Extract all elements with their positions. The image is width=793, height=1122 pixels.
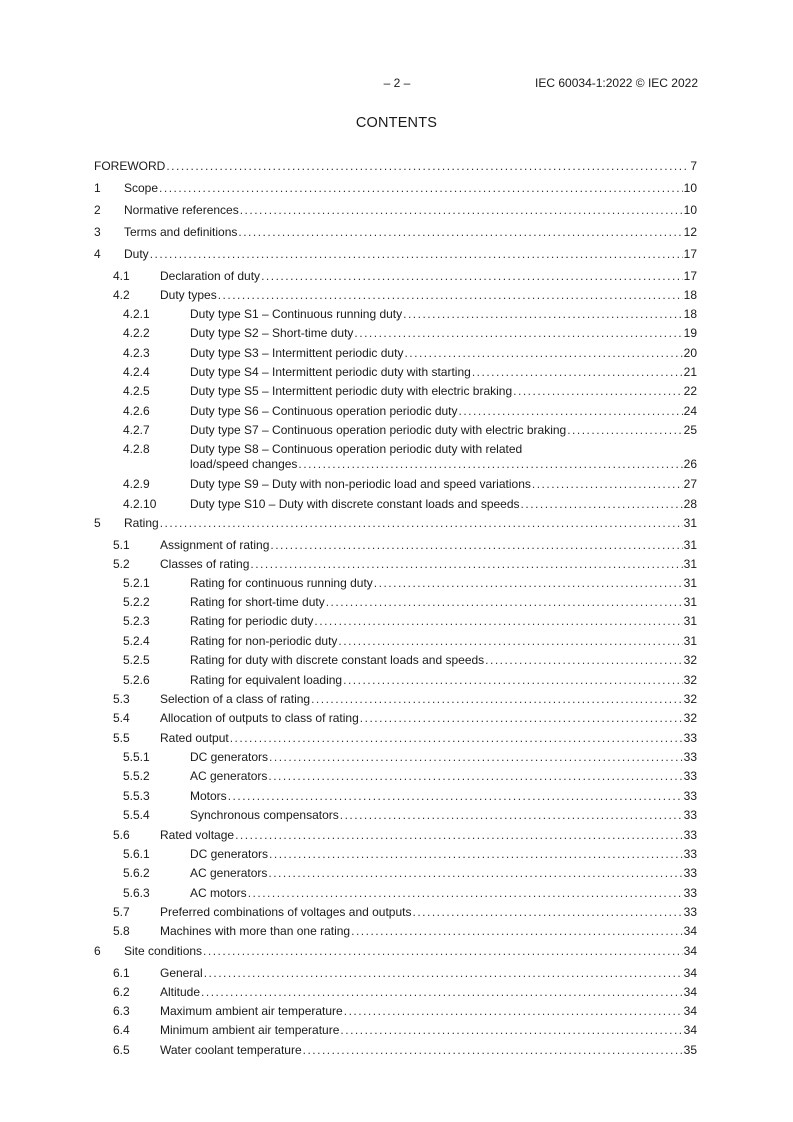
toc-dot-leader <box>340 808 683 823</box>
toc-entry-title: Synchronous compensators <box>190 808 339 822</box>
toc-dot-leader <box>360 711 683 726</box>
toc-page-number: 18 <box>683 288 697 302</box>
toc-entry-number: 6.5 <box>113 1043 130 1057</box>
toc-dot-leader <box>340 1023 682 1038</box>
toc-entry-title: Rating <box>124 516 159 530</box>
toc-dot-leader <box>351 924 683 939</box>
toc-page-number: 31 <box>683 538 697 552</box>
toc-entry[interactable] <box>0 384 793 399</box>
toc-entry-title: Maximum ambient air temperature <box>160 1004 343 1018</box>
toc-dot-leader <box>485 653 682 668</box>
toc-entry-number: 4.2.7 <box>123 423 150 437</box>
toc-page-number: 33 <box>683 731 697 745</box>
toc-dot-leader <box>201 985 683 1000</box>
toc-entry-title: AC motors <box>190 886 247 900</box>
toc-page-number: 33 <box>683 886 697 900</box>
toc-dot-leader <box>314 614 682 629</box>
toc-entry[interactable] <box>0 288 793 303</box>
toc-entry[interactable] <box>0 711 793 726</box>
toc-dot-leader <box>344 1004 683 1019</box>
toc-entry-title: Minimum ambient air temperature <box>160 1023 340 1037</box>
toc-entry-number: 5.3 <box>113 692 130 706</box>
toc-page-number: 31 <box>683 614 697 628</box>
toc-entry[interactable] <box>0 614 793 629</box>
toc-entry-title: Rating for periodic duty <box>190 614 314 628</box>
toc-entry[interactable] <box>0 769 793 784</box>
toc-entry-number: 5.5.4 <box>123 808 150 822</box>
toc-entry[interactable] <box>0 886 793 901</box>
toc-page-number: 33 <box>683 847 697 861</box>
toc-dot-leader <box>338 634 682 649</box>
toc-page-number: 24 <box>683 404 697 418</box>
toc-entry-number: 5.7 <box>113 905 130 919</box>
toc-entry-title: Site conditions <box>124 944 203 958</box>
toc-page-number: 12 <box>683 225 697 239</box>
toc-entry[interactable] <box>0 905 793 920</box>
toc-entry-title: Water coolant temperature <box>160 1043 302 1057</box>
toc-entry[interactable] <box>0 595 793 610</box>
toc-entry[interactable] <box>0 404 793 419</box>
toc-entry-number: 6.4 <box>113 1023 130 1037</box>
toc-entry-number: 5.6.2 <box>123 866 150 880</box>
toc-entry-number: 4.2.10 <box>123 497 157 511</box>
toc-dot-leader <box>159 181 683 196</box>
toc-entry[interactable] <box>0 159 793 174</box>
toc-entry-title: Duty type S4 – Intermittent periodic duty with starting <box>190 365 471 379</box>
toc-dot-leader <box>303 1043 683 1058</box>
toc-entry-title: Rating for continuous running duty <box>190 576 373 590</box>
toc-entry[interactable] <box>0 203 793 218</box>
toc-dot-leader <box>513 384 682 399</box>
toc-page-number: 32 <box>683 673 697 687</box>
toc-entry-title: Rating for equivalent loading <box>190 673 343 687</box>
toc-entry-number: 4.2.1 <box>123 307 150 321</box>
toc-entry-number: 5 <box>94 516 101 530</box>
toc-page-number: 31 <box>683 516 697 530</box>
toc-entry-title: DC generators <box>190 847 269 861</box>
toc-page-number: 31 <box>683 576 697 590</box>
toc-page-number: 28 <box>683 497 697 511</box>
toc-dot-leader <box>374 576 683 591</box>
toc-entry[interactable] <box>0 516 793 531</box>
toc-entry[interactable] <box>0 789 793 804</box>
toc-dot-leader <box>311 692 683 707</box>
toc-page-number: 32 <box>683 653 697 667</box>
toc-entry-number: 4.2.4 <box>123 365 150 379</box>
toc-entry-title: Duty types <box>160 288 217 302</box>
toc-entry[interactable] <box>0 247 793 262</box>
toc-entry[interactable] <box>0 673 793 688</box>
toc-entry-number: 6.2 <box>113 985 130 999</box>
toc-entry[interactable] <box>0 477 793 492</box>
toc-entry[interactable] <box>0 326 793 341</box>
toc-page-number: 25 <box>683 423 697 437</box>
toc-entry-number: 5.6.1 <box>123 847 150 861</box>
toc-entry-number: 3 <box>94 225 101 239</box>
toc-entry-title: Duty type S5 – Intermittent periodic duty with electric braking <box>190 384 513 398</box>
toc-page-number: 17 <box>683 247 697 261</box>
toc-dot-leader <box>343 673 683 688</box>
toc-dot-leader <box>412 905 682 920</box>
toc-dot-leader <box>218 288 683 303</box>
toc-entry-number: 5.1 <box>113 538 130 552</box>
toc-page-number: 32 <box>683 692 697 706</box>
toc-entry[interactable] <box>0 423 793 438</box>
toc-page-number: 33 <box>683 866 697 880</box>
toc-entry-title: Classes of rating <box>160 557 250 571</box>
toc-page-number: 31 <box>683 595 697 609</box>
toc-page-number: 32 <box>683 711 697 725</box>
toc-dot-leader <box>532 477 683 492</box>
toc-dot-leader <box>459 404 683 419</box>
toc-dot-leader <box>269 750 683 765</box>
toc-entry-title: Allocation of outputs to class of rating <box>160 711 359 725</box>
toc-dot-leader <box>235 828 683 843</box>
toc-entry-number: 5.5 <box>113 731 130 745</box>
toc-page-number: 35 <box>683 1043 697 1057</box>
toc-entry-title: AC generators <box>190 769 268 783</box>
toc-entry-title: Duty type S8 – Continuous operation periodic duty with related <box>190 442 523 456</box>
toc-page-number: 21 <box>683 365 697 379</box>
toc-entry-title: Duty type S9 – Duty with non-periodic load and speed variations <box>190 477 531 491</box>
toc-dot-leader <box>150 247 683 262</box>
toc-entry-title: Assignment of rating <box>160 538 270 552</box>
toc-dot-leader <box>261 269 683 284</box>
toc-entry-title: Rating for non-periodic duty <box>190 634 338 648</box>
toc-entry-number: 5.5.2 <box>123 769 150 783</box>
toc-entry-title: Motors <box>190 789 227 803</box>
toc-entry[interactable] <box>0 181 793 196</box>
toc-entry-number: 5.4 <box>113 711 130 725</box>
toc-dot-leader <box>269 847 683 862</box>
toc-entry-number: 6.3 <box>113 1004 130 1018</box>
toc-dot-leader <box>270 538 682 553</box>
toc-page-number: 33 <box>683 905 697 919</box>
toc-dot-leader <box>203 944 683 959</box>
toc-page-number: 33 <box>683 828 697 842</box>
toc-entry-number: 4.2.3 <box>123 346 150 360</box>
toc-entry[interactable] <box>0 731 793 746</box>
toc-entry-number: 5.2.2 <box>123 595 150 609</box>
toc-entry[interactable] <box>0 808 793 823</box>
toc-entry-number: 5.2.4 <box>123 634 150 648</box>
toc-entry-title: Duty type S2 – Short-time duty <box>190 326 354 340</box>
toc-entry-number: 4.2.6 <box>123 404 150 418</box>
toc-entry[interactable] <box>0 692 793 707</box>
toc-entry-title: Rated output <box>160 731 229 745</box>
toc-entry-number: 4.2.2 <box>123 326 150 340</box>
toc-entry[interactable] <box>0 750 793 765</box>
toc-entry-number: 5.5.1 <box>123 750 150 764</box>
toc-entry[interactable] <box>0 1043 793 1058</box>
toc-entry-number: 5.2.1 <box>123 576 150 590</box>
toc-dot-leader <box>268 769 682 784</box>
page-number: – 2 – <box>383 76 411 90</box>
toc-page-number: 34 <box>683 924 697 938</box>
toc-entry-title: Altitude <box>160 985 201 999</box>
toc-entry[interactable] <box>0 1004 793 1019</box>
toc-entry-number: 4.2 <box>113 288 130 302</box>
toc-dot-leader <box>250 557 682 572</box>
toc-entry[interactable] <box>0 828 793 843</box>
toc-entry-number: 5.2.3 <box>123 614 150 628</box>
toc-entry-number: 2 <box>94 203 101 217</box>
toc-entry-title: Duty <box>124 247 149 261</box>
toc-page-number: 18 <box>683 307 697 321</box>
toc-entry-number: 4.2.5 <box>123 384 150 398</box>
toc-dot-leader <box>326 595 683 610</box>
toc-page-number: 27 <box>683 477 697 491</box>
toc-dot-leader <box>521 497 683 512</box>
toc-page-number: 34 <box>683 1004 697 1018</box>
toc-page-number: 19 <box>683 326 697 340</box>
toc-entry-title: DC generators <box>190 750 269 764</box>
toc-entry-title: Duty type S7 – Continuous operation periodic duty with electric braking <box>190 423 567 437</box>
toc-entry-title: Machines with more than one rating <box>160 924 351 938</box>
toc-page-number: 20 <box>683 346 697 360</box>
toc-entry-number: 6 <box>94 944 101 958</box>
toc-page-number: 33 <box>683 789 697 803</box>
toc-entry-number: 4.1 <box>113 269 130 283</box>
toc-entry[interactable] <box>0 365 793 380</box>
contents-title: CONTENTS <box>355 115 438 131</box>
toc-page-number: 31 <box>683 557 697 571</box>
toc-page-number: 10 <box>683 181 697 195</box>
toc-entry-number: 5.6 <box>113 828 130 842</box>
toc-page-number: 34 <box>683 985 697 999</box>
toc-entry-title: Scope <box>124 181 159 195</box>
toc-page-number: 34 <box>683 966 697 980</box>
toc-entry-number: 5.5.3 <box>123 789 150 803</box>
toc-entry[interactable] <box>0 944 793 959</box>
toc-entry-title: Rated voltage <box>160 828 235 842</box>
toc-entry[interactable] <box>0 307 793 322</box>
toc-page-number: 31 <box>683 634 697 648</box>
toc-entry-title: Terms and definitions <box>124 225 238 239</box>
toc-dot-leader <box>240 203 683 218</box>
toc-entry-title: AC generators <box>190 866 268 880</box>
toc-dot-leader <box>354 326 682 341</box>
toc-dot-leader <box>403 307 683 322</box>
toc-entry[interactable] <box>0 576 793 591</box>
toc-entry[interactable] <box>0 924 793 939</box>
toc-entry[interactable] <box>0 985 793 1000</box>
toc-entry[interactable] <box>0 269 793 284</box>
toc-page-number: 10 <box>683 203 697 217</box>
toc-entry-number: 5.2.5 <box>123 653 150 667</box>
toc-page-number: 17 <box>683 269 697 283</box>
toc-entry-title-continued: load/speed changes <box>190 457 298 471</box>
toc-entry[interactable] <box>0 497 793 512</box>
toc-entry[interactable] <box>0 442 793 472</box>
toc-page-number: 22 <box>683 384 697 398</box>
toc-entry[interactable] <box>0 557 793 572</box>
toc-entry[interactable] <box>0 653 793 668</box>
document-reference: IEC 60034-1:2022 © IEC 2022 <box>535 76 698 90</box>
toc-entry-title: FOREWORD <box>94 159 166 173</box>
toc-entry-title: Duty type S6 – Continuous operation periodic duty <box>190 404 458 418</box>
toc-page-number: 33 <box>683 808 697 822</box>
toc-page-number: 33 <box>683 750 697 764</box>
toc-entry[interactable] <box>0 866 793 881</box>
toc-entry-title: Duty type S1 – Continuous running duty <box>190 307 403 321</box>
toc-dot-leader <box>472 365 683 380</box>
toc-entry-number: 5.6.3 <box>123 886 150 900</box>
toc-entry-number: 6.1 <box>113 966 130 980</box>
toc-entry[interactable] <box>0 346 793 361</box>
toc-entry[interactable] <box>0 966 793 981</box>
toc-dot-leader <box>567 423 682 438</box>
toc-entry-title: Declaration of duty <box>160 269 261 283</box>
toc-entry-number: 4 <box>94 247 101 261</box>
toc-dot-leader <box>404 346 682 361</box>
toc-entry-title: General <box>160 966 203 980</box>
toc-entry[interactable] <box>0 1023 793 1038</box>
toc-dot-leader <box>298 457 682 472</box>
toc-entry-title: Rating for duty with discrete constant loads and speeds <box>190 653 485 667</box>
toc-entry-number: 4.2.9 <box>123 477 150 491</box>
toc-entry-number: 5.8 <box>113 924 130 938</box>
toc-entry[interactable] <box>0 225 793 240</box>
toc-entry[interactable] <box>0 538 793 553</box>
toc-entry-number: 1 <box>94 181 101 195</box>
toc-dot-leader <box>230 731 683 746</box>
toc-entry-title: Selection of a class of rating <box>160 692 311 706</box>
toc-page-number: 26 <box>683 457 697 471</box>
toc-dot-leader <box>268 866 682 881</box>
toc-entry-number: 4.2.8 <box>123 442 150 456</box>
toc-entry-number: 5.2.6 <box>123 673 150 687</box>
toc-entry-title: Preferred combinations of voltages and outputs <box>160 905 412 919</box>
toc-entry-title: Duty type S10 – Duty with discrete constant loads and speeds <box>190 497 520 511</box>
toc-entry-title: Normative references <box>124 203 239 217</box>
toc-entry[interactable] <box>0 847 793 862</box>
toc-dot-leader <box>204 966 683 981</box>
toc-dot-leader <box>248 886 683 901</box>
toc-dot-leader <box>160 516 683 531</box>
toc-dot-leader <box>166 159 689 174</box>
toc-page-number: 7 <box>690 159 697 173</box>
toc-page-number: 34 <box>683 944 697 958</box>
toc-entry-title: Duty type S3 – Intermittent periodic duty <box>190 346 404 360</box>
toc-entry-number: 5.2 <box>113 557 130 571</box>
toc-page-number: 33 <box>683 769 697 783</box>
toc-entry[interactable] <box>0 634 793 649</box>
toc-entry-title: Rating for short-time duty <box>190 595 325 609</box>
toc-dot-leader <box>228 789 683 804</box>
toc-page-number: 34 <box>683 1023 697 1037</box>
toc-dot-leader <box>238 225 682 240</box>
